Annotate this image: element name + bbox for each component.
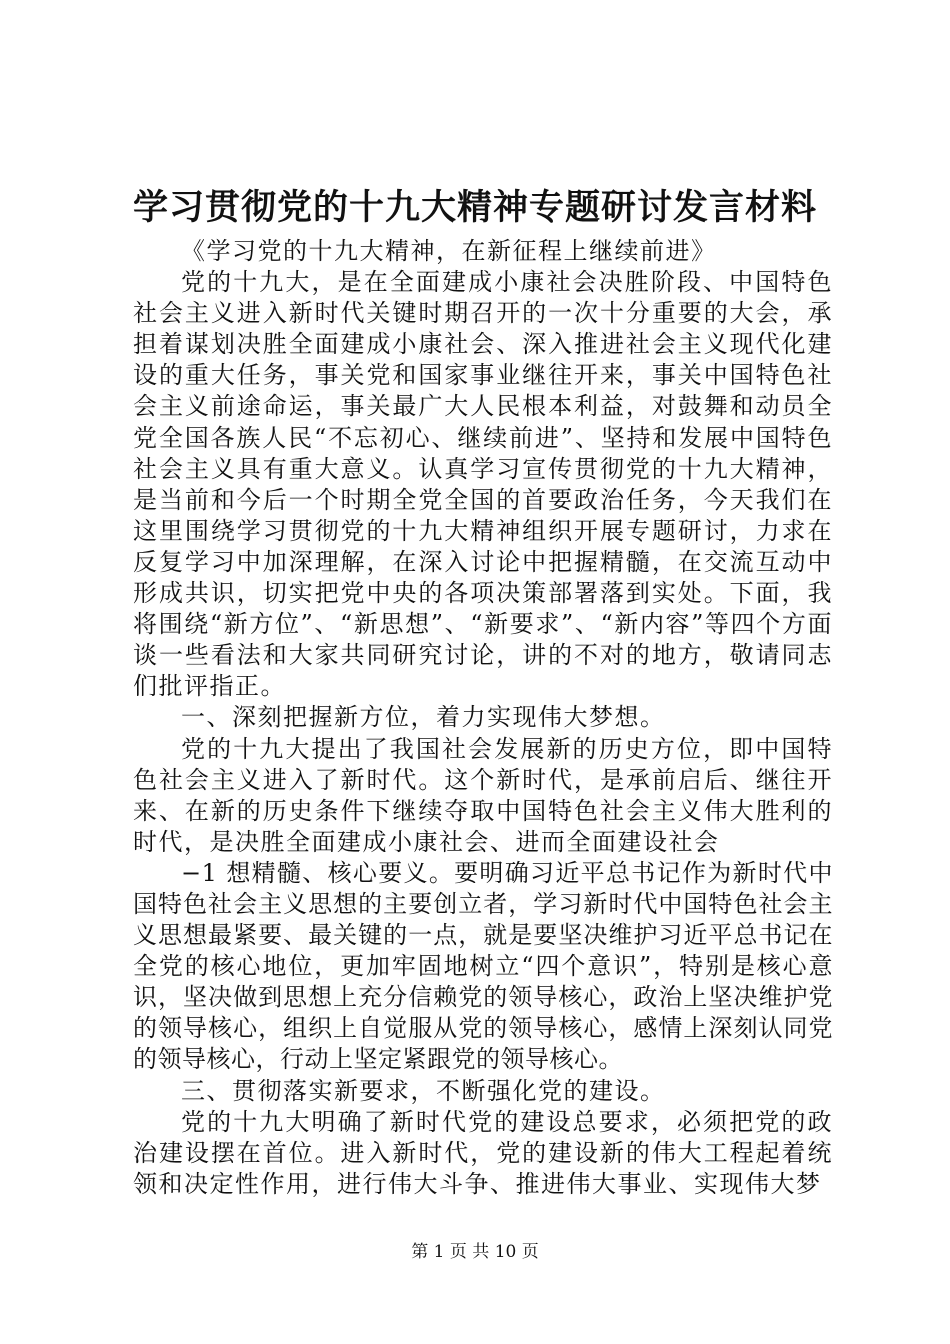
document-title: 学习贯彻党的十九大精神专题研讨发言材料 <box>132 187 817 228</box>
section-three-paragraph: 党的十九大明确了新时代党的建设总要求，必须把党的政治建设摆在首位。进入新时代，党的建设新的伟大工程起着统领和决定性作用，进行伟大斗争、推进伟大事业、实现伟大梦 <box>133 1107 833 1198</box>
intro-paragraph: 党的十九大，是在全面建成小康社会决胜阶段、中国特色社会主义进入新时代关键时期召开的一次十分重要的大会，承担着谋划决胜全面建成小康社会、深入推进社会主义现代化建设的重大任务，事关党和国家事业继往开来，事关中国特色社会主义前途命运，事关最广大人民根本利益，对鼓舞和动员全党全国各族人民“不忘初心、继续前进”、坚持和发展中国特色社会主义具有重大意义。认真学习宣传贯彻党的十九大精神，是当前和今后一个时期全党全国的首要政治任务，今天我们在这里围绕学习贯彻党的十九大精神组织开展专题研讨，力求在反复学习中加深理解，在深入讨论中把握精髓，在交流互动中形成共识，切实把党中央的各项决策部署落到实处。下面，我将围绕“新方位”、“新思想”、“新要求”、“新内容”等四个方面谈一些看法和大家共同研究讨论，讲的不对的地方，敬请同志们批评指正。 <box>133 268 833 701</box>
page-footer: 第 1 页 共 10 页 <box>411 1242 539 1262</box>
section-one-paragraph: 党的十九大提出了我国社会发展新的历史方位，即中国特色社会主义进入了新时代。这个新时代，是承前启后、继往开来、在新的历史条件下继续夺取中国特色社会主义伟大胜利的时代，是决胜全面建成小康社会、进而全面建设社会 <box>133 734 833 856</box>
section-one-heading: 一、深刻把握新方位，着力实现伟大梦想。 <box>181 703 666 732</box>
document-body <box>133 236 833 1200</box>
fragment-paragraph: −1 想精髓、核心要义。要明确习近平总书记作为新时代中国特色社会主义思想的主要创立者，学习新时代中国特色社会主义思想最紧要、最关键的一点，就是要坚决维护习近平总书记在全党的核心地位，更加牢固地树立“四个意识”，特别是核心意识，坚决做到思想上充分信赖党的领导核心，政治上坚决维护党的领导核心，组织上自觉服从党的领导核心，感情上深刻认同党的领导核心，行动上坚定紧跟党的领导核心。 <box>133 858 833 1074</box>
section-three-heading: 三、贯彻落实新要求，不断强化党的建设。 <box>181 1076 666 1105</box>
subtitle-paragraph: 《学习党的十九大精神，在新征程上继续前进》 <box>181 237 717 265</box>
